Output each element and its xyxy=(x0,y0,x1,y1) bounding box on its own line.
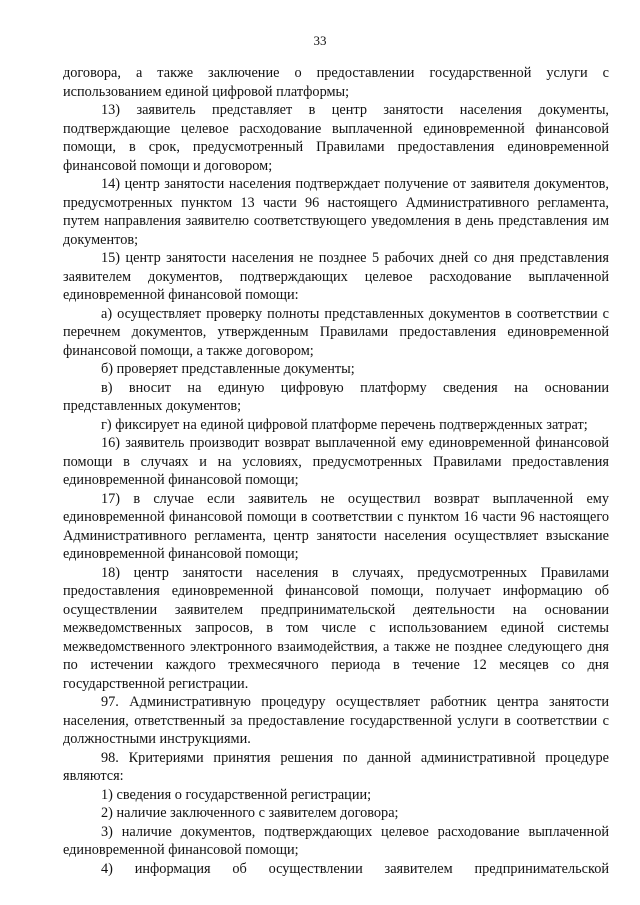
paragraph-subitem-g: г) фиксирует на единой цифровой платформе перечень подтвержденных затрат; xyxy=(101,416,588,433)
paragraph-criterion-3: 3) наличие документов, подтверждающих целевое расходование выплаченной единовременной финансовой помощи; xyxy=(63,823,609,858)
paragraph-criterion-1: 1) сведения о государственной регистрации; xyxy=(101,786,372,803)
paragraph-item-17: 17) в случае если заявитель не осуществил возврат выплаченной ему единовременной финансовой помощи в соответствии с пунктом 16 части 96 настоящего Административного регламента, центр занятости населения осуществляет взыскание единовременной финансовой помощи; xyxy=(63,490,609,562)
paragraph-item-16: 16) заявитель производит возврат выплаченной ему единовременной финансовой помощи в случаях и на условиях, предусмотренных Правилами предоставления единовременной финансовой помощи; xyxy=(63,435,609,488)
paragraph-criterion-4: 4) информация об осуществлении заявителем предпринимательской xyxy=(101,860,609,877)
paragraph-item-14: 14) центр занятости населения подтверждает получение от заявителя документов, предусмотренных пунктом 13 части 96 настоящего Административного регламента, путем направления заявителю соответствующего уведомления в день представления им документов; xyxy=(63,176,609,248)
page-number: 33 xyxy=(313,33,327,48)
paragraph-subitem-v: в) вносит на единую цифровую платформу сведения на основании представленных документов; xyxy=(63,379,609,414)
paragraph-section-98: 98. Критериями принятия решения по данной административной процедуре являются: xyxy=(63,749,609,784)
paragraph-section-97: 97. Административную процедуру осуществляет работник центра занятости населения, ответственный за предоставление государственной услуги в соответствии с должностными инструкциями. xyxy=(63,694,609,747)
paragraph-subitem-a: а) осуществляет проверку полноты представленных документов в соответствии с перечнем документов, утвержденным Правилами предоставления единовременной финансовой помощи, а также договором; xyxy=(63,305,609,359)
paragraph-item-15: 15) центр занятости населения не позднее 5 рабочих дней со дня представления заявителем документов, подтверждающих целевое расходование выплаченной единовременной финансовой помощи: xyxy=(63,250,609,303)
paragraph-criterion-2: 2) наличие заключенного с заявителем договора; xyxy=(101,805,399,821)
paragraph-item-13: 13) заявитель представляет в центр занятости населения документы, подтверждающие целевое расходование выплаченной единовременной финансовой помощи, в срок, предусмотренный Правилами предоставления единовременной финансовой помощи и договором; xyxy=(63,102,609,174)
paragraph-subitem-b: б) проверяет представленные документы; xyxy=(101,361,355,377)
paragraph-item-18: 18) центр занятости населения в случаях, предусмотренных Правилами предоставления единовременной финансовой помощи, получает информацию об осуществлении заявителем предпринимательской деятельности на основании межведомственных запросов, в том числе с использованием единой системы межведомственного электронного взаимодействия, а также не позднее следующего дня по истечении каждого трехмесячного периода в течение 12 месяцев со дня государственной регистрации. xyxy=(63,564,609,692)
document-body xyxy=(63,64,609,878)
paragraph-continuation: договора, а также заключение о предоставлении государственной услуги с использованием единой цифровой платформы; xyxy=(63,65,609,100)
